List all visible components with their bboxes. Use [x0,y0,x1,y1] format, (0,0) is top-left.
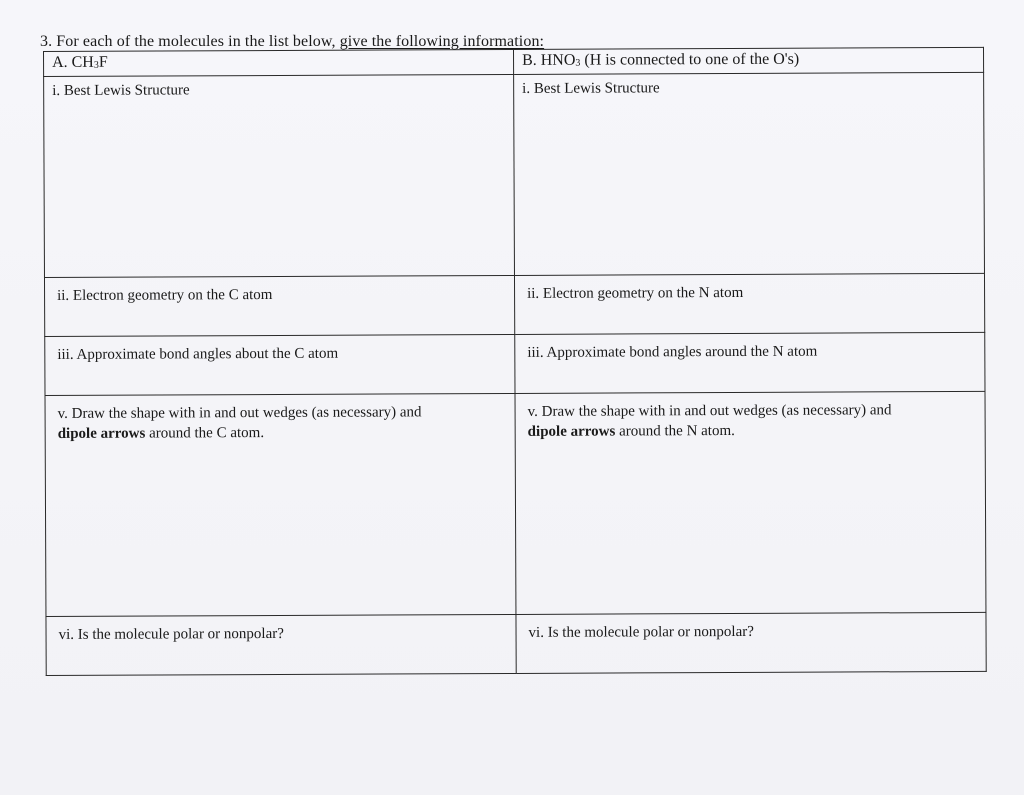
question-underlined: give the following information: [339,33,545,50]
shape-prompt-text: v. Draw the shape with in and out wedges (as necessary) and [527,402,892,420]
polarity-row [46,612,986,675]
molecule-b-suffix: (H is connected to one of the O's) [580,50,800,69]
shape-prompt-suffix: around the N atom. [615,422,735,440]
angle-prompt: iii. Approximate bond angles about the C atom [57,345,339,363]
polarity-prompt: vi. Is the molecule polar or nonpolar? [528,623,754,641]
molecule-a-subscript: 3 [93,59,99,71]
geometry-row [44,273,984,336]
molecule-b-geometry-cell[interactable] [514,273,984,334]
question-prefix: 3. For each of the molecules in the list below, [40,33,340,50]
shape-prompt-bold: dipole arrows [57,425,146,442]
molecule-b-label [513,47,983,74]
molecule-a-label [44,49,514,76]
molecule-b-angle-cell[interactable] [515,332,985,393]
molecule-b-formula: B. HNO [522,51,576,69]
molecule-a-suffix: F [98,53,108,71]
molecule-a-formula: A. CH [52,53,94,71]
lewis-prompt: i. Best Lewis Structure [522,80,660,97]
molecule-b-shape-cell[interactable] [515,391,986,614]
geometry-prompt: ii. Electron geometry on the C atom [57,287,273,304]
shape-prompt [46,394,515,452]
molecule-table [43,47,987,676]
molecule-b-polarity-cell[interactable] [516,612,986,673]
geometry-prompt: ii. Electron geometry on the N atom [527,284,744,302]
molecule-a-polarity-cell[interactable] [46,614,516,675]
shape-row [45,391,986,616]
molecule-a-lewis-cell[interactable] [44,74,515,277]
bond-angle-row [45,332,985,395]
molecule-b-lewis-cell[interactable] [514,72,985,275]
shape-prompt-text: v. Draw the shape with in and out wedges (as necessary) and [57,404,422,422]
molecule-a-angle-cell[interactable] [45,334,515,395]
molecule-a-shape-cell[interactable] [45,393,516,616]
shape-prompt-bold: dipole arrows [527,423,616,440]
shape-prompt-suffix: around the C atom. [145,425,265,442]
angle-prompt: iii. Approximate bond angles around the N atom [527,343,818,361]
molecule-b-subscript: 3 [575,57,581,69]
polarity-prompt: vi. Is the molecule polar or nonpolar? [58,625,284,643]
lewis-row [44,72,985,277]
lewis-prompt: i. Best Lewis Structure [52,82,190,99]
shape-prompt [516,392,985,450]
molecule-a-geometry-cell[interactable] [44,275,514,336]
